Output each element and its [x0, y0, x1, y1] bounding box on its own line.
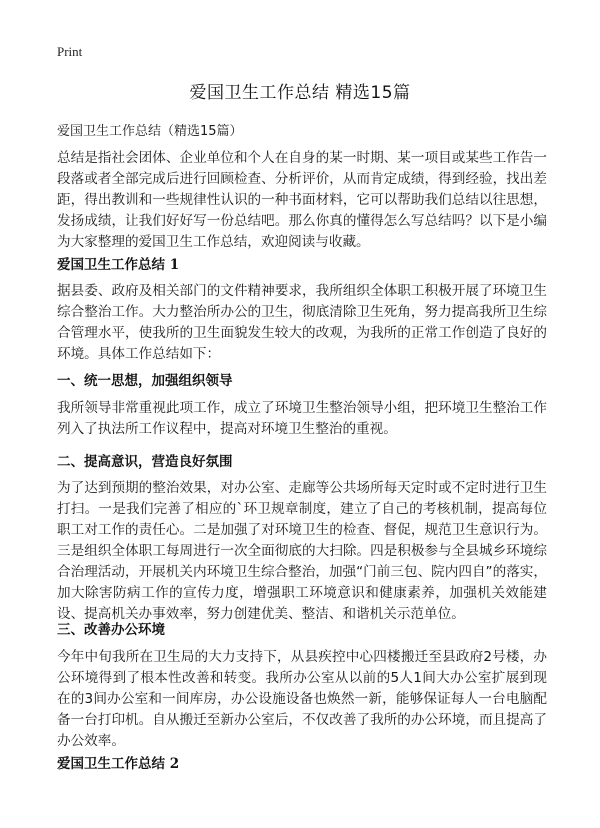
document-subtitle: 爱国卫生工作总结（精选15篇）: [57, 124, 243, 139]
subsection-3-heading: 三、改善办公环境: [57, 622, 165, 638]
intro-paragraph: 总结是指社会团体、企业单位和个人在自身的某一时期、某一项目或某些工作告一段落或者全部完成后进行回顾检查、分析评价，从而肯定成绩，得到经验，找出差距，得出教训和一些规律性认识的一种书面材料，它可以帮助我们总结以往思想，发扬成绩，让我们好好写一份总结吧。那么你真的懂得怎么写总结吗？以下是小编为大家整理的爱国卫生工作总结，欢迎阅读与收藏。: [57, 150, 547, 250]
subsection-2-paragraph: 为了达到预期的整治效果，对办公室、走廊等公共场所每天定时或不定时进行卫生打扫。一是我们完善了相应的`环卫规章制度，建立了自己的考核机制，提高每位职工对工作的责任心。二是加强了对环境卫生的检查、督促，规范卫生意识行为。三是组织全体职工每周进行一次全面彻底的大扫除。四是积极参与全县城乡环境综合治理活动，开展机关内环境卫生综合整治，加强“门前三包、院内四自”的落实，加大除害防病工作的宣传力度，增强职工环境意识和健康素养，加强机关效能建设、提高机关办事效率，努力创建优美、整洁、和谐机关示范单位。: [57, 480, 547, 622]
section-2-heading: 爱国卫生工作总结 2: [57, 756, 180, 772]
document-title: 爱国卫生工作总结 精选15篇: [189, 83, 411, 103]
subsection-3-paragraph: 今年中旬我所在卫生局的大力支持下，从县疾控中心四楼搬迁至县政府2号楼，办公环境得到了根本性改善和转变。我所办公室从以前的5人1间大办公室扩展到现在的3间办公室和一间库房，办公设施设备也焕然一新，能够保证每人一台电脑配备一台打印机。自从搬迁至新办公室后，不仅改善了我所的办公环境，而且提高了办公效率。: [57, 649, 547, 749]
subsection-2-heading: 二、提高意识，营造良好氛围: [57, 454, 233, 470]
print-label: Print: [57, 44, 83, 59]
subsection-1-heading: 一、统一思想，加强组织领导: [57, 373, 233, 389]
section-1-heading: 爱国卫生工作总结 1: [57, 257, 180, 273]
subsection-1-paragraph: 我所领导非常重视此项工作，成立了环境卫生整治领导小组，把环境卫生整治工作列入了执法所工作议程中，提高对环境卫生整治的重视。: [57, 400, 547, 437]
section-1-paragraph: 据县委、政府及相关部门的文件精神要求，我所组织全体职工积极开展了环境卫生综合整治工作。大力整治所办公的卫生，彻底清除卫生死角，努力提高我所卫生综合管理水平，使我所的卫生面貌发生较大的改观，为我所的正常工作创造了良好的环境。具体工作总结如下：: [57, 283, 547, 362]
